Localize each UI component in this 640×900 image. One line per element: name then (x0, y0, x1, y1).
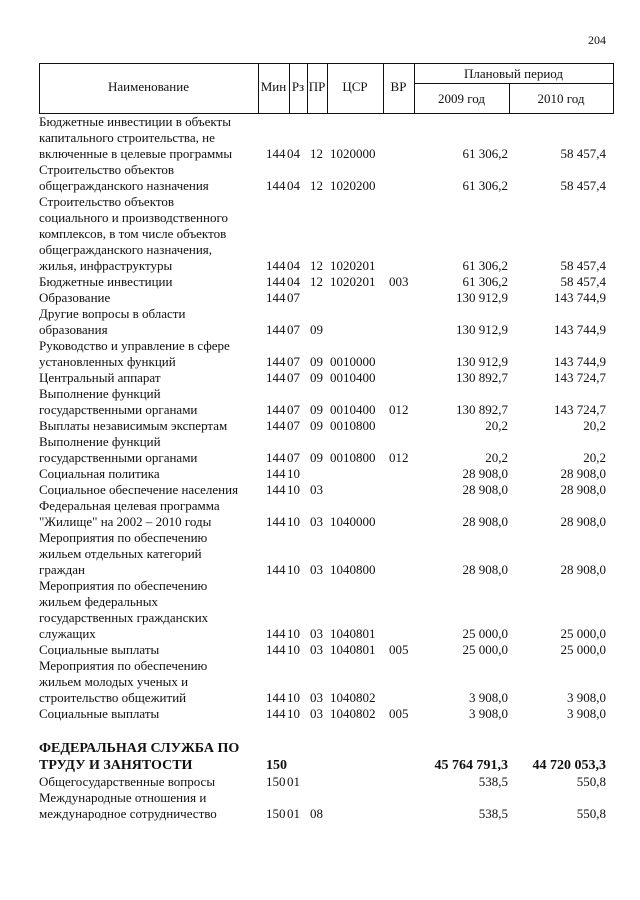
row-value-2010: 58 457,4 (560, 178, 606, 193)
table-row (0, 482, 640, 498)
header-rz: Рз (291, 79, 305, 94)
row-value-2009: 20,2 (485, 418, 508, 433)
row-value-2010: 143 724,7 (554, 402, 606, 417)
table-row (0, 386, 640, 418)
row-value-2010: 3 908,0 (567, 690, 606, 705)
header-min: Мин (260, 79, 287, 94)
row-value-2009: 130 892,7 (456, 370, 508, 385)
row-rz: 10 (287, 690, 300, 705)
header-period: Плановый период (463, 66, 564, 81)
header-pr: ПР (308, 79, 326, 94)
row-rz: 04 (287, 258, 300, 273)
row-pr: 09 (310, 322, 323, 337)
row-value-2010: 550,8 (576, 774, 606, 789)
row-rz: 07 (287, 354, 300, 369)
row-rz: 07 (287, 450, 300, 465)
row-pr: 09 (310, 402, 323, 417)
row-pr: 12 (310, 258, 323, 273)
row-csr: 1020201 (330, 274, 376, 289)
row-name: Федеральная целевая программа "Жилище" на 2002 – 2010 годы (39, 498, 220, 529)
row-value-2009: 25 000,0 (462, 642, 508, 657)
row-vr: 012 (389, 450, 409, 465)
row-value-2009: 28 908,0 (462, 482, 508, 497)
row-rz: 07 (287, 370, 300, 385)
row-pr: 09 (310, 450, 323, 465)
row-value-2009: 3 908,0 (469, 690, 508, 705)
header-year-2009: 2009 год (438, 91, 485, 106)
row-value-2010: 28 908,0 (560, 466, 606, 481)
row-min: 144 (266, 322, 286, 337)
row-pr: 09 (310, 370, 323, 385)
row-value-2009: 61 306,2 (462, 178, 508, 193)
row-value-2010: 58 457,4 (560, 274, 606, 289)
row-name: Социальная политика (39, 466, 160, 481)
table-row (0, 466, 640, 482)
row-vr: 012 (389, 402, 409, 417)
row-value-2009: 28 908,0 (462, 466, 508, 481)
row-value-2010: 550,8 (576, 806, 606, 821)
row-min: 144 (266, 178, 286, 193)
row-value-2009: 28 908,0 (462, 562, 508, 577)
table-row (0, 658, 640, 706)
row-min: 144 (266, 370, 286, 385)
row-rz: 04 (287, 274, 300, 289)
row-min: 144 (266, 706, 286, 721)
row-pr: 09 (310, 418, 323, 433)
table-header (39, 63, 614, 114)
row-csr: 1040802 (330, 706, 376, 721)
row-min: 144 (266, 466, 286, 481)
row-value-2009: 130 912,9 (456, 354, 508, 369)
row-name: Социальное обеспечение населения (39, 482, 239, 497)
row-value-2009: 3 908,0 (469, 706, 508, 721)
table-body (0, 114, 640, 822)
row-name: Строительство объектов общегражданского назначения (39, 162, 209, 193)
table-row (0, 418, 640, 434)
row-rz: 10 (287, 706, 300, 721)
page-number: 204 (588, 33, 606, 47)
table-row (0, 578, 640, 642)
row-value-2009: 538,5 (478, 806, 508, 821)
row-name: Выполнение функций государственными органами (39, 434, 198, 465)
row-name: Другие вопросы в области образования (39, 306, 186, 337)
row-rz: 10 (287, 466, 300, 481)
row-name: Руководство и управление в сфере установленных функций (39, 338, 230, 369)
row-name: ФЕДЕРАЛЬНАЯ СЛУЖБА ПО ТРУДУ И ЗАНЯТОСТИ (39, 741, 240, 773)
row-min: 144 (266, 354, 286, 369)
row-value-2009: 61 306,2 (462, 146, 508, 161)
row-rz: 07 (287, 322, 300, 337)
row-csr: 1020000 (330, 146, 376, 161)
row-value-2010: 28 908,0 (560, 562, 606, 577)
row-csr: 0010800 (330, 450, 376, 465)
table-row (0, 790, 640, 822)
row-name: Бюджетные инвестиции (39, 274, 173, 289)
row-value-2010: 143 744,9 (554, 322, 606, 337)
row-value-2009: 45 764 791,3 (434, 758, 508, 773)
row-name: Строительство объектов социального и производственного комплексов, в том числе объектов общегражданского назначения, жилья, инфраструктуры (39, 194, 228, 273)
row-pr: 12 (310, 274, 323, 289)
row-csr: 1040000 (330, 514, 376, 529)
table-row (0, 274, 640, 290)
row-rz: 01 (287, 774, 300, 789)
row-value-2009: 20,2 (485, 450, 508, 465)
row-min: 144 (266, 562, 286, 577)
row-value-2010: 25 000,0 (560, 642, 606, 657)
row-value-2009: 130 912,9 (456, 322, 508, 337)
row-pr: 03 (310, 642, 323, 657)
row-pr: 03 (310, 482, 323, 497)
row-min: 144 (266, 290, 286, 305)
table-row (0, 114, 640, 162)
row-pr: 08 (310, 806, 323, 821)
row-min: 144 (266, 418, 286, 433)
row-min: 144 (266, 690, 286, 705)
row-rz: 10 (287, 562, 300, 577)
row-value-2009: 130 892,7 (456, 402, 508, 417)
row-value-2010: 143 744,9 (554, 354, 606, 369)
row-pr: 03 (310, 690, 323, 705)
table-row (0, 434, 640, 466)
row-csr: 1020200 (330, 178, 376, 193)
row-value-2009: 28 908,0 (462, 514, 508, 529)
row-name: Бюджетные инвестиции в объекты капитального строительства, не включенные в целевые программы (39, 114, 233, 161)
row-value-2010: 44 720 053,3 (532, 758, 606, 773)
row-rz: 07 (287, 418, 300, 433)
row-value-2010: 20,2 (583, 418, 606, 433)
row-min: 144 (266, 146, 286, 161)
row-csr: 1040800 (330, 562, 376, 577)
row-min: 150 (266, 758, 287, 773)
row-pr: 12 (310, 146, 323, 161)
row-rz: 07 (287, 290, 300, 305)
agency-header-row (0, 740, 640, 774)
table-row (0, 162, 640, 194)
row-vr: 005 (389, 642, 409, 657)
row-vr: 003 (389, 274, 409, 289)
table-row (0, 194, 640, 274)
row-name: Социальные выплаты (39, 642, 160, 657)
row-value-2009: 538,5 (478, 774, 508, 789)
row-pr: 03 (310, 562, 323, 577)
row-value-2009: 61 306,2 (462, 274, 508, 289)
row-value-2010: 3 908,0 (567, 706, 606, 721)
row-pr: 03 (310, 626, 323, 641)
table-row (0, 306, 640, 338)
row-rz: 10 (287, 482, 300, 497)
row-name: Центральный аппарат (39, 370, 161, 385)
table-row (0, 290, 640, 306)
row-min: 150 (266, 774, 286, 789)
row-rz: 07 (287, 402, 300, 417)
row-csr: 1040801 (330, 642, 376, 657)
table-row (0, 706, 640, 722)
row-csr: 0010400 (330, 370, 376, 385)
row-rz: 10 (287, 514, 300, 529)
row-value-2009: 130 912,9 (456, 290, 508, 305)
table-row (0, 338, 640, 370)
row-rz: 04 (287, 178, 300, 193)
row-pr: 03 (310, 514, 323, 529)
row-pr: 09 (310, 354, 323, 369)
row-name: Социальные выплаты (39, 706, 160, 721)
table-row (0, 774, 640, 790)
row-value-2010: 58 457,4 (560, 258, 606, 273)
header-vr: ВР (390, 79, 407, 94)
row-min: 144 (266, 626, 286, 641)
row-value-2010: 28 908,0 (560, 482, 606, 497)
row-csr: 0010400 (330, 402, 376, 417)
row-min: 144 (266, 482, 286, 497)
row-name: Общегосударственные вопросы (39, 774, 216, 789)
row-csr: 1040802 (330, 690, 376, 705)
row-rz: 04 (287, 146, 300, 161)
row-pr: 12 (310, 178, 323, 193)
row-csr: 1020201 (330, 258, 376, 273)
table-row (0, 642, 640, 658)
row-value-2010: 58 457,4 (560, 146, 606, 161)
table-row (0, 370, 640, 386)
row-min: 144 (266, 402, 286, 417)
row-name: Мероприятия по обеспечению жильем федеральных государственных гражданских служащих (39, 578, 209, 641)
row-value-2010: 143 724,7 (554, 370, 606, 385)
row-value-2010: 28 908,0 (560, 514, 606, 529)
row-name: Образование (39, 290, 111, 305)
row-value-2010: 143 744,9 (554, 290, 606, 305)
row-name: Международные отношения и международное сотрудничество (39, 790, 217, 821)
row-name: Выполнение функций государственными органами (39, 386, 198, 417)
row-name: Выплаты независимым экспертам (39, 418, 228, 433)
row-csr: 1040801 (330, 626, 376, 641)
row-pr: 03 (310, 706, 323, 721)
row-rz: 10 (287, 642, 300, 657)
row-min: 150 (266, 806, 286, 821)
row-csr: 0010000 (330, 354, 376, 369)
header-name: Наименование (108, 79, 189, 94)
row-min: 144 (266, 258, 286, 273)
row-min: 144 (266, 642, 286, 657)
row-min: 144 (266, 514, 286, 529)
row-name: Мероприятия по обеспечению жильем молодых ученых и строительство общежитий (39, 658, 208, 705)
row-value-2010: 25 000,0 (560, 626, 606, 641)
row-value-2009: 61 306,2 (462, 258, 508, 273)
row-rz: 10 (287, 626, 300, 641)
row-vr: 005 (389, 706, 409, 721)
table-row (0, 498, 640, 530)
row-min: 144 (266, 450, 286, 465)
header-year-2010: 2010 год (537, 91, 585, 106)
table-row (0, 530, 640, 578)
row-name: Мероприятия по обеспечению жильем отдельных категорий граждан (39, 530, 208, 577)
header-csr: ЦСР (342, 79, 368, 94)
row-rz: 01 (287, 806, 300, 821)
row-value-2009: 25 000,0 (462, 626, 508, 641)
row-value-2010: 20,2 (583, 450, 606, 465)
row-min: 144 (266, 274, 286, 289)
row-csr: 0010800 (330, 418, 376, 433)
